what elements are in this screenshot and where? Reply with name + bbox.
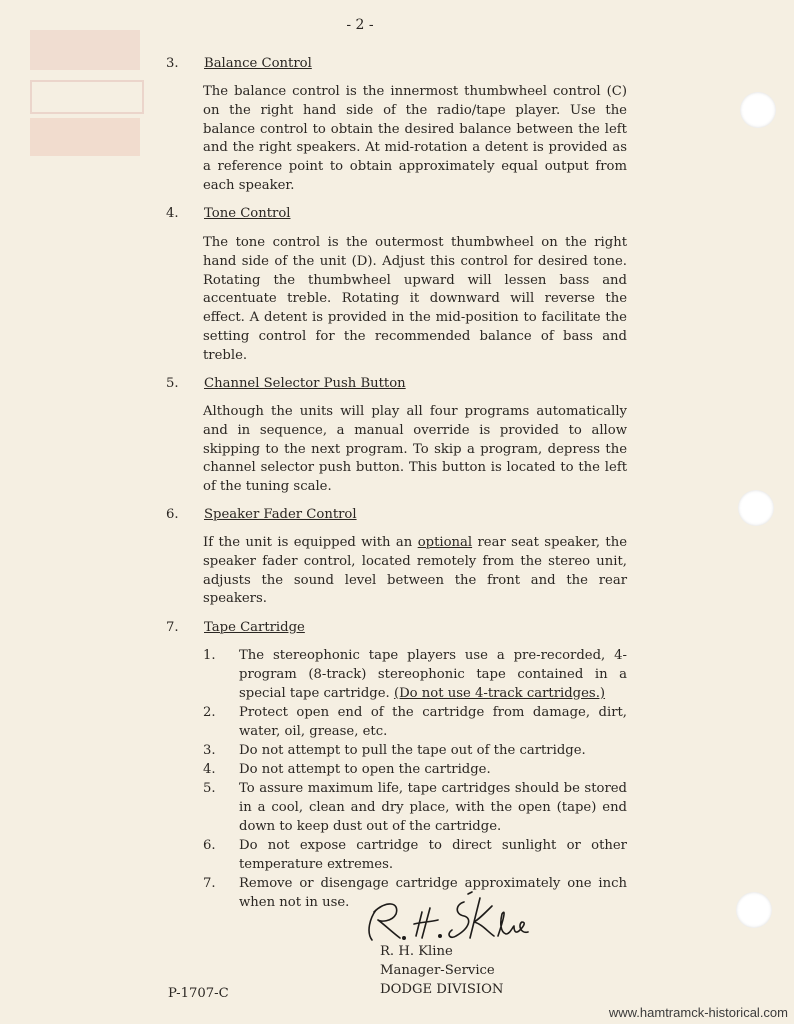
section-body: The balance control is the innermost thumbwheel control (C) on the right hand side of the radio/tape player. Use the balance control to obtain the desired balance between the left and the right speakers. At mid-rotation a detent is provided as a reference point to obtain approximately equal output from each speaker. bbox=[203, 84, 627, 193]
section-title: Speaker Fader Control bbox=[204, 507, 357, 522]
binder-hole bbox=[738, 490, 774, 526]
step-text: Remove or disengage cartridge approximately one inch when not in use. bbox=[239, 876, 627, 910]
step-text: Do not expose cartridge to direct sunlight or other temperature extremes. bbox=[239, 838, 627, 872]
step-text: Do not attempt to pull the tape out of the cartridge. bbox=[239, 743, 586, 758]
step-number: 4. bbox=[203, 762, 216, 777]
step-number: 6. bbox=[203, 838, 216, 853]
document-code: P-1707-C bbox=[168, 986, 229, 1001]
step-text-main: The stereophonic tape players use a pre-recorded, 4-program (8-track) stereophonic tape contained in a special tape cartridge. bbox=[239, 648, 627, 701]
step-number: 2. bbox=[203, 705, 216, 720]
section-number: 6. bbox=[166, 507, 179, 522]
section-body: Although the units will play all four programs automatically and in sequence, a manual override is provided to allow skipping to the next program. To skip a program, depress the channel selector push button. This button is located to the left of the tuning scale. bbox=[203, 404, 627, 495]
step-text: Protect open end of the cartridge from damage, dirt, water, oil, grease, etc. bbox=[239, 705, 627, 739]
section-number: 5. bbox=[166, 376, 179, 391]
bleed-through-logo bbox=[30, 30, 140, 70]
step-text: Do not attempt to open the cartridge. bbox=[239, 762, 491, 777]
section-body bbox=[203, 534, 627, 609]
website-watermark: www.hamtramck-historical.com bbox=[608, 1005, 788, 1020]
signer-division: DODGE DIVISION bbox=[380, 982, 504, 997]
step-number: 3. bbox=[203, 743, 216, 758]
page-number: - 2 - bbox=[346, 17, 374, 33]
section-title: Channel Selector Push Button bbox=[204, 376, 406, 391]
section-body: The tone control is the outermost thumbwheel on the right hand side of the unit (D). Adjust this control for desired tone. Rotating the thumbwheel upward will lessen bass and accentuate treble. Rotating it downward will reverse the effect. A detent is provided in the mid-position to facilitate the setting control for the recommended balance of bass and treble. bbox=[203, 235, 627, 363]
signer-title: Manager-Service bbox=[380, 963, 495, 978]
step-text: To assure maximum life, tape cartridges should be stored in a cool, clean and dry place, with the open (tape) end down to keep dust out of the cartridge. bbox=[239, 781, 627, 834]
section-number: 4. bbox=[166, 206, 179, 221]
section-body-text: If the unit is equipped with an bbox=[203, 535, 418, 550]
step-number: 5. bbox=[203, 781, 216, 796]
section-title: Balance Control bbox=[204, 56, 312, 71]
section-number: 7. bbox=[166, 620, 179, 635]
step-text bbox=[239, 647, 627, 703]
section-title: Tone Control bbox=[204, 206, 291, 221]
section-number: 3. bbox=[166, 56, 179, 71]
step-note: (Do not use 4-track cartridges.) bbox=[393, 685, 606, 701]
section-title: Tape Cartridge bbox=[204, 620, 305, 635]
signer-name: R. H. Kline bbox=[380, 944, 453, 959]
section-body-text: rear seat speaker, the speaker fader control, located remotely from the stereo unit, adjusts the sound level between the front and the rear speakers. bbox=[203, 535, 628, 607]
bleed-through-logo bbox=[30, 80, 144, 114]
step-number: 1. bbox=[203, 648, 216, 663]
step-number: 7. bbox=[203, 876, 216, 891]
bleed-through-logo bbox=[30, 118, 140, 156]
optional-emphasis: optional bbox=[417, 535, 473, 550]
binder-hole bbox=[736, 892, 772, 928]
binder-hole bbox=[740, 92, 776, 128]
handwritten-signature bbox=[360, 888, 530, 948]
